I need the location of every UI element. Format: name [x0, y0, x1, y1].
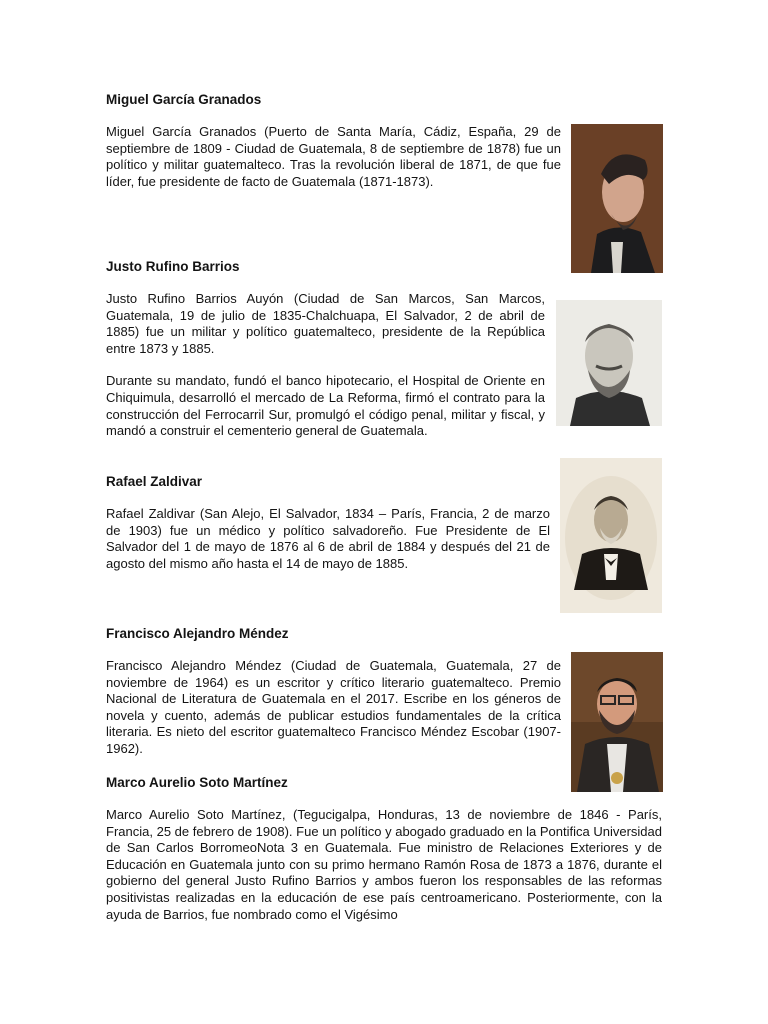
biography-paragraph: Miguel García Granados (Puerto de Santa María, Cádiz, España, 29 de septiembre de 1809 - Ciudad de Guatemala, 8 de septiembre de 1878) fue un político y militar guatemalteco. Tras la revolución liberal de 1871, de que fue líder, fue presidente de facto de Guatemala (1871-1873).: [106, 124, 561, 189]
section-marco-aurelio-soto-martinez: [106, 775, 662, 923]
biography-paragraph: Rafael Zaldivar (San Alejo, El Salvador, 1834 – París, Francia, 2 de marzo de 1903) fue un médico y político salvadoreño. Fue Presidente de El Salvador del 1 de mayo de 1876 al 6 de abril de 1884 y después del 21 de agosto del mismo año hasta el 14 de mayo de 1885.: [106, 506, 550, 571]
section-title: Marco Aurelio Soto Martínez: [106, 775, 288, 790]
section-justo-rufino-barrios: [106, 259, 545, 440]
portrait-justo-rufino-barrios: [556, 300, 662, 426]
section-rafael-zaldivar: [106, 474, 550, 572]
portrait-francisco-alejandro-mendez: [571, 652, 663, 792]
portrait-rafael-zaldivar: [560, 458, 662, 613]
biography-paragraph: Justo Rufino Barrios Auyón (Ciudad de San Marcos, San Marcos, Guatemala, 19 de julio de 1835-Chalchuapa, El Salvador, 2 de abril de 1885) fue un militar y político guatemalteco, presidente de la República entre 1873 y 1885.: [106, 291, 545, 356]
section-title: Justo Rufino Barrios: [106, 259, 240, 274]
section-francisco-alejandro-mendez: [106, 626, 561, 758]
section-title: Francisco Alejandro Méndez: [106, 626, 289, 641]
section-miguel-garcia-granados: [106, 92, 561, 190]
section-title: Miguel García Granados: [106, 92, 262, 107]
section-title: Rafael Zaldivar: [106, 474, 203, 489]
biography-paragraph: Francisco Alejandro Méndez (Ciudad de Guatemala, Guatemala, 27 de noviembre de 1964) es un escritor y crítico literario guatemalteco. Premio Nacional de Literatura de Guatemala en el 2017. Escribe en los géneros de novela y cuento, además de publicar estudios fundamentales de la crítica literaria. Es nieto del escritor guatemalteco Francisco Méndez Escobar (1907-1962).: [106, 658, 561, 756]
portrait-miguel-garcia-granados: [571, 124, 663, 273]
biography-paragraph: Marco Aurelio Soto Martínez, (Tegucigalpa, Honduras, 13 de noviembre de 1846 - París, Francia, 25 de febrero de 1908). Fue un político y abogado graduado en la Pontifica Universidad de San Carlos BorromeoNota 3 en Guatemala. Fue ministro de Relaciones Exteriores y de Educación en Guatemala junto con su primo hermano Ramón Rosa de 1873 a 1876, durante el gobierno del general Justo Rufino Barrios y ambos fueron los responsables de las reformas positivistas realizadas en la educación de ese país centroamericano. Posteriormente, con la ayuda de Barrios, fue nombrado como el Vigésimo: [106, 807, 662, 922]
biography-paragraph: Durante su mandato, fundó el banco hipotecario, el Hospital de Oriente en Chiquimula, desarrolló el mercado de La Reforma, firmó el contrato para la construcción del Ferrocarril Sur, promulgó el código penal, militar y fiscal, y mandó a construir el cementerio general de Guatemala.: [106, 373, 545, 439]
